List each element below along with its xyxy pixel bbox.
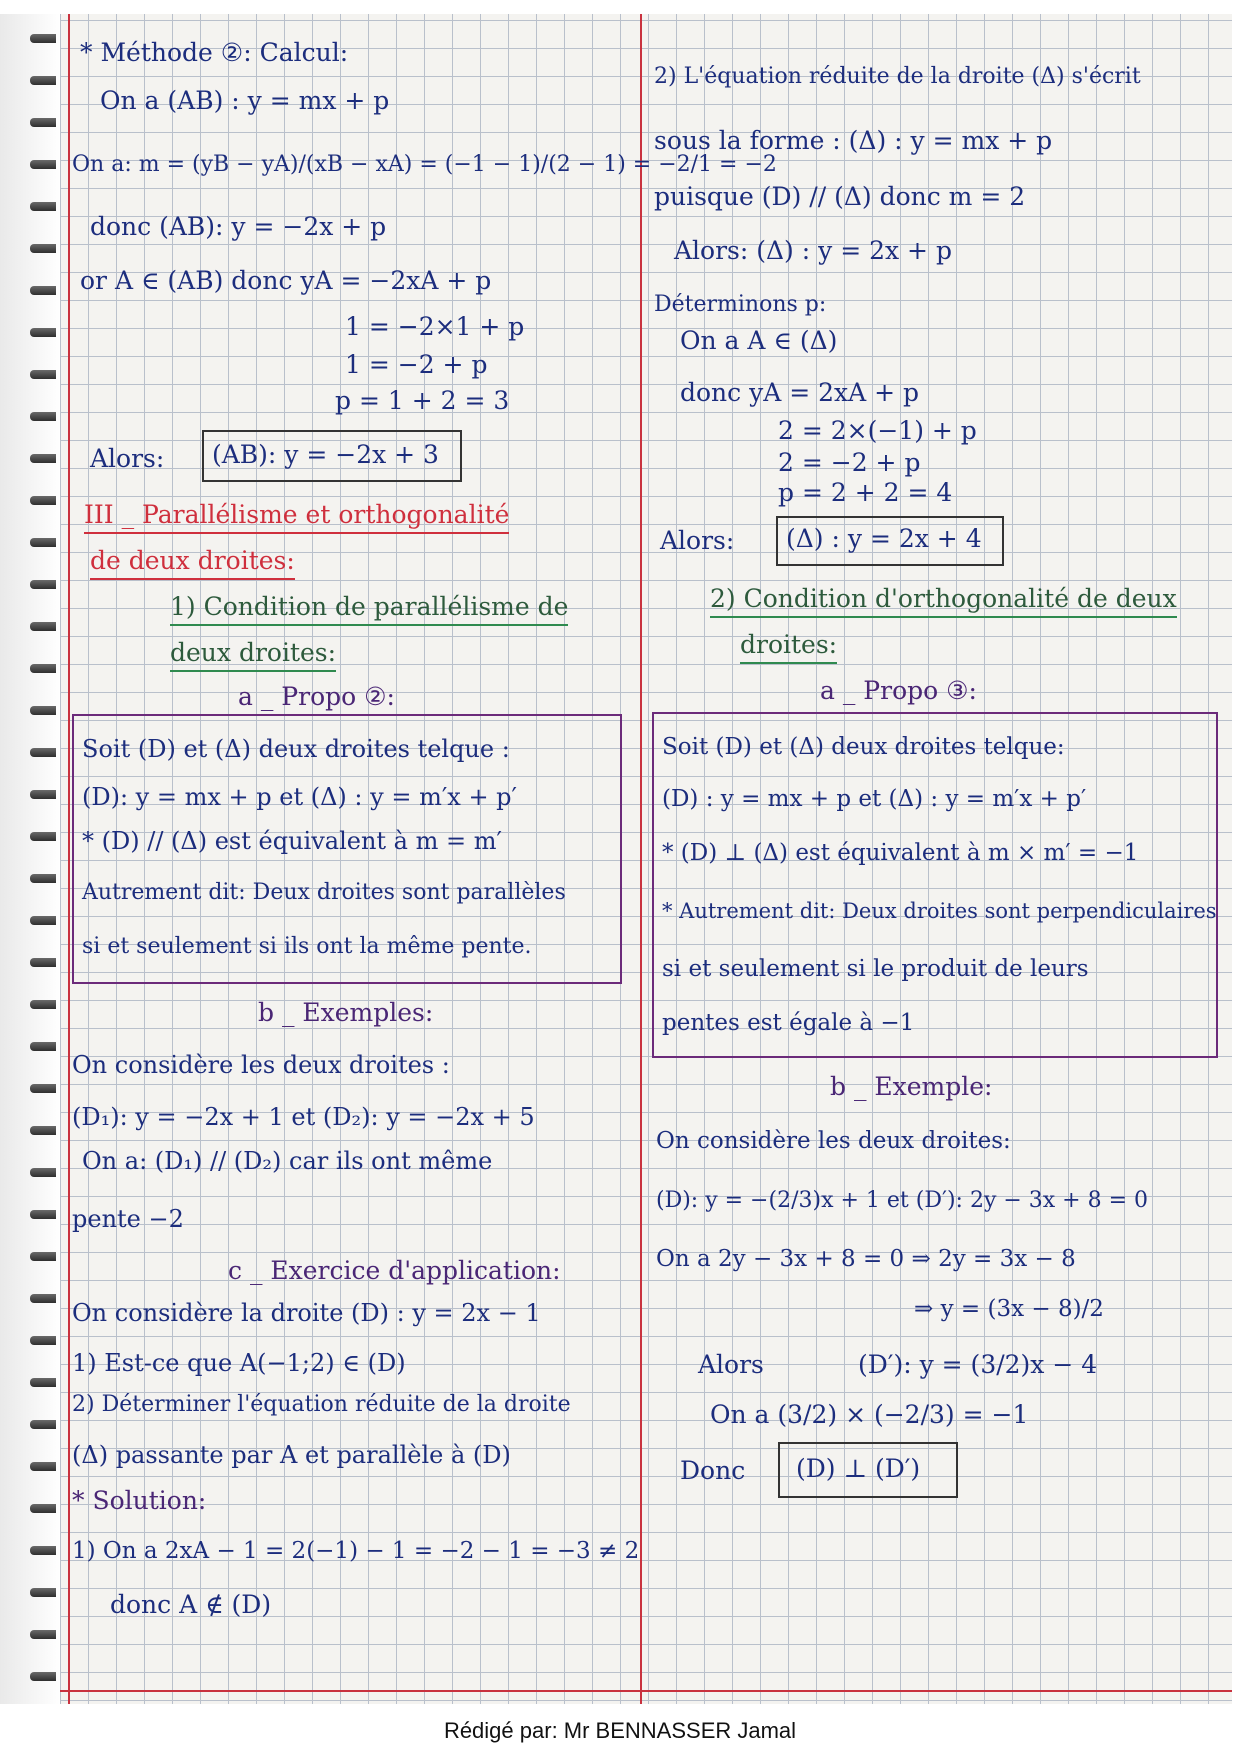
propo-3-line-2: (D) : y = mx + p et (Δ) : y = m′x + p′ [662,786,1087,812]
example-line-2: (D₁): y = −2x + 1 et (D₂): y = −2x + 5 [72,1103,535,1131]
spiral-ring [30,664,56,673]
spiral-ring [30,370,56,379]
propo-3-title: a _ Propo ③: [820,676,977,705]
right-line-7: donc yA = 2xA + p [680,378,920,407]
result-perp: (D) ⊥ (D′) [796,1454,921,1483]
propo-3-line-5: si et seulement si le produit de leurs [662,956,1089,982]
right-line-1: 2) L'équation réduite de la droite (Δ) s'écrit [654,64,1141,89]
propo-2-line-1: Soit (D) et (Δ) deux droites telque : [82,735,510,763]
spiral-ring [30,1630,56,1639]
right-example-line-3: On a 2y − 3x + 8 = 0 ⇒ 2y = 3x − 8 [656,1246,1076,1272]
right-line-3: puisque (D) // (Δ) donc m = 2 [654,182,1026,211]
spiral-ring [30,412,56,421]
spiral-ring [30,76,56,85]
left-alors-label: Alors: [90,444,165,473]
spiral-ring [30,1378,56,1387]
spiral-ring [30,706,56,715]
propo-3-line-3: * (D) ⊥ (Δ) est équivalent à m × m′ = −1 [662,840,1139,866]
spiral-ring [30,286,56,295]
bottom-margin-line [60,1690,1232,1692]
spiral-ring [30,1252,56,1261]
exercice-line-4: (Δ) passante par A et parallèle à (D) [72,1441,511,1469]
result-ab: (AB): y = −2x + 3 [212,440,439,469]
condition-parallel-line-1: 1) Condition de parallélisme de [170,590,568,626]
spiral-ring [30,34,56,43]
spiral-ring [30,790,56,799]
right-alors-label: Alors: [660,526,735,555]
notebook-paper [60,14,1232,1704]
spiral-ring [30,1504,56,1513]
right-example-line-5: (D′): y = (3/2)x − 4 [858,1350,1098,1379]
right-line-5: Déterminons p: [654,292,827,317]
right-example-line-2: (D): y = −(2/3)x + 1 et (D′): 2y − 3x + 8 = 0 [656,1188,1149,1213]
right-example-alors: Alors [698,1350,764,1379]
spiral-ring [30,580,56,589]
spiral-ring [30,832,56,841]
right-line-4: Alors: (Δ) : y = 2x + p [674,236,952,265]
spiral-ring [30,538,56,547]
left-line-7: p = 1 + 2 = 3 [335,386,510,415]
spiral-ring [30,1336,56,1345]
example-line-3: On a: (D₁) // (D₂) car ils ont même [82,1147,493,1175]
spiral-ring [30,958,56,967]
propo-3-line-1: Soit (D) et (Δ) deux droites telque: [662,734,1065,760]
spiral-ring [30,1672,56,1681]
example-line-1: On considère les deux droites : [72,1051,450,1079]
spiral-ring [30,328,56,337]
method-title: * Méthode ②: Calcul: [80,38,349,67]
left-line-4: or A ∈ (AB) donc yA = −2xA + p [80,266,492,295]
spiral-ring [30,1210,56,1219]
spiral-ring [30,118,56,127]
exemples-title: b _ Exemples: [258,998,434,1027]
exemple-right-title: b _ Exemple: [830,1072,993,1101]
spiral-ring [30,1546,56,1555]
solution-line-2: donc A ∉ (D) [110,1590,272,1619]
spiral-ring [30,202,56,211]
right-line-6: On a A ∈ (Δ) [680,326,838,355]
left-line-3: donc (AB): y = −2x + p [90,212,387,241]
footer-author: Rédigé par: Mr BENNASSER Jamal [443,1718,797,1743]
right-line-2: sous la forme : (Δ) : y = mx + p [654,126,1053,155]
right-example-line-1: On considère les deux droites: [656,1128,1011,1154]
spiral-ring [30,622,56,631]
left-line-2: On a: m = (yB − yA)/(xB − xA) = (−1 − 1)/(2 − 1) = −2/1 = −2 [72,152,777,177]
propo-2-line-4: Autrement dit: Deux droites sont parallèles [82,880,566,905]
propo-3-line-4: * Autrement dit: Deux droites sont perpendiculaires [662,899,1217,923]
left-margin-line [68,14,70,1704]
spiral-ring [30,1462,56,1471]
condition-orth-line-2: droites: [740,628,837,664]
spiral-ring [30,160,56,169]
exercice-line-3: 2) Déterminer l'équation réduite de la droite [72,1392,571,1417]
spiral-ring [30,1084,56,1093]
spiral-ring [30,1294,56,1303]
spiral-ring [30,916,56,925]
right-line-10: p = 2 + 2 = 4 [778,478,953,507]
right-example-donc: Donc [680,1456,746,1485]
solution-line-1: 1) On a 2xA − 1 = 2(−1) − 1 = −2 − 1 = −3 ≠ 2 [72,1538,640,1564]
propo-2-line-3: * (D) // (Δ) est équivalent à m = m′ [82,827,502,855]
propo-2-line-5: si et seulement si ils ont la même pente. [82,934,532,959]
spiral-ring [30,1000,56,1009]
spiral-ring [30,1042,56,1051]
spiral-ring [30,1588,56,1597]
left-line-6: 1 = −2 + p [345,350,488,379]
spiral-ring [30,1420,56,1429]
left-line-5: 1 = −2×1 + p [345,312,525,341]
spiral-ring [30,1126,56,1135]
spiral-ring [30,1168,56,1177]
spiral-ring [30,496,56,505]
notebook-spiral [0,14,60,1704]
propo-2-line-2: (D): y = mx + p et (Δ) : y = m′x + p′ [82,783,517,811]
right-example-line-6: On a (3/2) × (−2/3) = −1 [710,1400,1029,1429]
propo-3-line-6: pentes est égale à −1 [662,1010,915,1036]
condition-orth-line-1: 2) Condition d'orthogonalité de deux [710,582,1177,618]
spiral-ring [30,748,56,757]
result-delta: (Δ) : y = 2x + 4 [786,524,982,553]
exercice-title: c _ Exercice d'application: [228,1256,561,1285]
solution-title: * Solution: [72,1486,207,1515]
section-3-title-line-1: III _ Parallélisme et orthogonalité [84,498,509,534]
right-line-8: 2 = 2×(−1) + p [778,416,977,445]
right-example-line-4: ⇒ y = (3x − 8)/2 [914,1296,1104,1322]
left-line-1: On a (AB) : y = mx + p [100,86,390,115]
spiral-ring [30,874,56,883]
condition-parallel-line-2: deux droites: [170,636,336,672]
center-column-line [640,14,642,1704]
exercice-line-1: On considère la droite (D) : y = 2x − 1 [72,1299,541,1327]
spiral-ring [30,454,56,463]
example-line-4: pente −2 [72,1205,184,1233]
right-line-9: 2 = −2 + p [778,448,921,477]
exercice-line-2: 1) Est-ce que A(−1;2) ∈ (D) [72,1349,406,1377]
spiral-ring [30,244,56,253]
section-3-title-line-2: de deux droites: [90,544,295,580]
propo-2-title: a _ Propo ②: [238,682,395,711]
